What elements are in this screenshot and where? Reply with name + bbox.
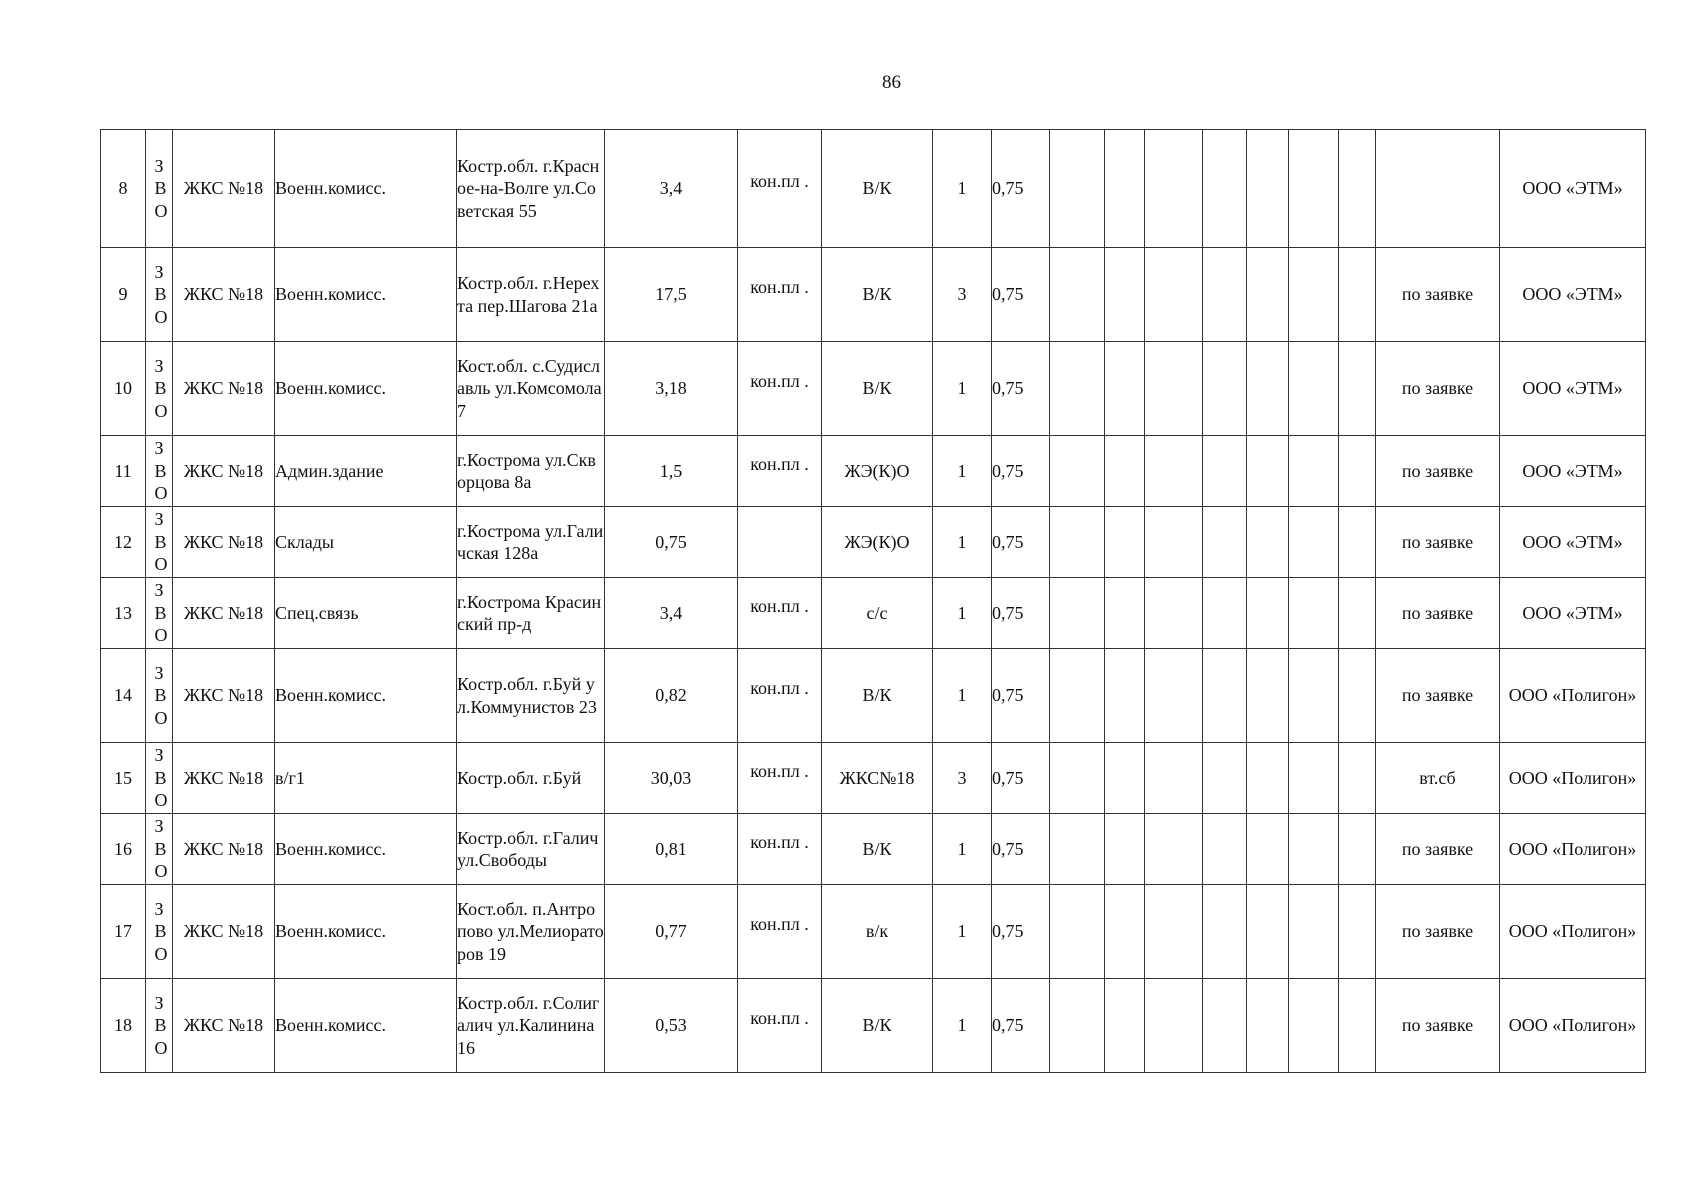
note-cell: по заявке [1376,248,1500,342]
owner-cell: с/с [822,578,933,649]
address-cell: Костр.обл. г.Галич ул.Свободы [457,814,605,885]
organization-cell: ЖКС №18 [173,342,275,436]
object-cell: Склады [275,507,457,578]
empty-cell [1145,130,1203,248]
object-cell: Военн.комисс. [275,885,457,979]
empty-cell [1247,578,1289,649]
empty-cell [1203,130,1247,248]
empty-cell [1289,979,1339,1073]
object-cell: Военн.комисс. [275,342,457,436]
row-number-cell: 9 [101,248,146,342]
note-cell: по заявке [1376,979,1500,1073]
container-type: кон.пл . [750,760,809,781]
region-letters: ЗВО [154,438,168,504]
container-type: кон.пл . [750,453,809,474]
container-type-cell [738,248,822,342]
row-number-cell: 14 [101,649,146,743]
value-cell: 0,75 [605,507,738,578]
empty-cell [1105,649,1145,743]
region-letters-cell [146,885,173,979]
empty-cell [1050,248,1105,342]
owner-cell: В/К [822,814,933,885]
empty-cell [1203,885,1247,979]
address-cell: г.Кострома Красинский пр-д [457,578,605,649]
value-cell: 3,18 [605,342,738,436]
empty-cell [1339,436,1376,507]
region-letters: ЗВО [154,261,168,327]
value-cell: 3,4 [605,578,738,649]
region-letters-cell [146,436,173,507]
empty-cell [1247,814,1289,885]
empty-cell [1289,649,1339,743]
empty-cell [1050,979,1105,1073]
container-type-cell [738,130,822,248]
organization-cell: ЖКС №18 [173,507,275,578]
company-cell: ООО «Полигон» [1500,814,1646,885]
address-cell: Костр.обл. г.Солигалич ул.Калинина 16 [457,979,605,1073]
empty-cell [1339,578,1376,649]
empty-cell [1289,342,1339,436]
company-cell: ООО «ЭТМ» [1500,130,1646,248]
empty-cell [1289,885,1339,979]
table-row [101,979,1646,1073]
empty-cell [1105,578,1145,649]
empty-cell [1339,130,1376,248]
organization-cell: ЖКС №18 [173,130,275,248]
empty-cell [1203,436,1247,507]
value-cell: 30,03 [605,743,738,814]
note-cell: по заявке [1376,814,1500,885]
coefficient-cell: 0,75 [992,979,1050,1073]
company-cell: ООО «ЭТМ» [1500,342,1646,436]
region-letters-cell [146,979,173,1073]
container-type-cell [738,342,822,436]
empty-cell [1050,814,1105,885]
row-number-cell: 15 [101,743,146,814]
value-cell: 3,4 [605,130,738,248]
table-row [101,436,1646,507]
region-letters-cell [146,507,173,578]
count-cell: 1 [933,436,992,507]
object-cell: Военн.комисс. [275,130,457,248]
organization-cell: ЖКС №18 [173,248,275,342]
company-cell: ООО «ЭТМ» [1500,578,1646,649]
container-type: кон.пл . [750,914,809,935]
empty-cell [1289,814,1339,885]
note-cell: по заявке [1376,578,1500,649]
empty-cell [1339,342,1376,436]
empty-cell [1203,248,1247,342]
empty-cell [1050,743,1105,814]
coefficient-cell: 0,75 [992,885,1050,979]
organization-cell: ЖКС №18 [173,743,275,814]
empty-cell [1203,507,1247,578]
empty-cell [1105,743,1145,814]
empty-cell [1247,885,1289,979]
container-type: кон.пл . [750,1008,809,1029]
coefficient-cell: 0,75 [992,130,1050,248]
empty-cell [1050,507,1105,578]
object-cell: Военн.комисс. [275,248,457,342]
container-type-cell [738,578,822,649]
empty-cell [1105,248,1145,342]
owner-cell: В/К [822,342,933,436]
count-cell: 1 [933,578,992,649]
empty-cell [1105,342,1145,436]
row-number-cell: 8 [101,130,146,248]
empty-cell [1145,507,1203,578]
value-cell: 17,5 [605,248,738,342]
container-type-cell [738,814,822,885]
empty-cell [1145,885,1203,979]
table-body [101,130,1646,1073]
count-cell: 1 [933,342,992,436]
value-cell: 0,81 [605,814,738,885]
count-cell: 1 [933,507,992,578]
empty-cell [1145,649,1203,743]
row-number-cell: 11 [101,436,146,507]
coefficient-cell: 0,75 [992,814,1050,885]
note-cell: по заявке [1376,342,1500,436]
empty-cell [1105,507,1145,578]
empty-cell [1145,248,1203,342]
company-cell: ООО «Полигон» [1500,979,1646,1073]
empty-cell [1145,979,1203,1073]
empty-cell [1289,578,1339,649]
address-cell: Костр.обл. г.Красное-на-Волге ул.Советская 55 [457,130,605,248]
company-cell: ООО «ЭТМ» [1500,436,1646,507]
empty-cell [1339,814,1376,885]
coefficient-cell: 0,75 [992,248,1050,342]
empty-cell [1145,436,1203,507]
empty-cell [1050,578,1105,649]
count-cell: 1 [933,979,992,1073]
note-cell: по заявке [1376,436,1500,507]
region-letters: ЗВО [154,816,168,882]
empty-cell [1289,436,1339,507]
container-type-cell [738,743,822,814]
empty-cell [1203,342,1247,436]
company-cell: ООО «Полигон» [1500,743,1646,814]
empty-cell [1339,507,1376,578]
organization-cell: ЖКС №18 [173,979,275,1073]
count-cell: 1 [933,814,992,885]
region-letters: ЗВО [154,509,168,575]
count-cell: 3 [933,743,992,814]
coefficient-cell: 0,75 [992,342,1050,436]
empty-cell [1289,130,1339,248]
empty-cell [1105,436,1145,507]
owner-cell: ЖЭ(К)О [822,507,933,578]
empty-cell [1145,578,1203,649]
registry-table [100,129,1646,1073]
empty-cell [1145,814,1203,885]
organization-cell: ЖКС №18 [173,436,275,507]
region-letters-cell [146,649,173,743]
empty-cell [1247,130,1289,248]
empty-cell [1203,743,1247,814]
empty-cell [1105,814,1145,885]
owner-cell: В/К [822,979,933,1073]
address-cell: Кост.обл. с.Судиславль ул.Комсомола 7 [457,342,605,436]
organization-cell: ЖКС №18 [173,814,275,885]
row-number-cell: 12 [101,507,146,578]
table-row [101,248,1646,342]
container-type: кон.пл . [750,277,809,298]
empty-cell [1247,979,1289,1073]
empty-cell [1050,130,1105,248]
table-row [101,814,1646,885]
object-cell: Спец.связь [275,578,457,649]
coefficient-cell: 0,75 [992,743,1050,814]
container-type: кон.пл . [750,371,809,392]
row-number-cell: 17 [101,885,146,979]
object-cell: Админ.здание [275,436,457,507]
owner-cell: В/К [822,130,933,248]
region-letters: ЗВО [154,580,168,646]
row-number-cell: 10 [101,342,146,436]
region-letters: ЗВО [154,745,168,811]
note-cell: вт.сб [1376,743,1500,814]
row-number-cell: 16 [101,814,146,885]
empty-cell [1050,342,1105,436]
organization-cell: ЖКС №18 [173,649,275,743]
container-type-cell [738,649,822,743]
coefficient-cell: 0,75 [992,507,1050,578]
row-number-cell: 18 [101,979,146,1073]
coefficient-cell: 0,75 [992,649,1050,743]
empty-cell [1289,507,1339,578]
region-letters-cell [146,342,173,436]
container-type: кон.пл . [750,171,809,192]
address-cell: г.Кострома ул.Скворцова 8а [457,436,605,507]
empty-cell [1203,814,1247,885]
empty-cell [1050,649,1105,743]
container-type-cell [738,979,822,1073]
empty-cell [1339,649,1376,743]
table-row [101,578,1646,649]
empty-cell [1105,130,1145,248]
object-cell: Военн.комисс. [275,814,457,885]
object-cell: Военн.комисс. [275,649,457,743]
empty-cell [1289,743,1339,814]
owner-cell: ЖЭ(К)О [822,436,933,507]
row-number-cell: 13 [101,578,146,649]
count-cell: 1 [933,885,992,979]
container-type: кон.пл . [750,595,809,616]
region-letters-cell [146,743,173,814]
container-type: кон.пл . [750,831,809,852]
table-row [101,507,1646,578]
address-cell: Кост.обл. п.Антропово ул.Мелиораторов 19 [457,885,605,979]
note-cell [1376,130,1500,248]
region-letters: ЗВО [154,355,168,421]
empty-cell [1339,743,1376,814]
value-cell: 0,77 [605,885,738,979]
table-row [101,130,1646,248]
organization-cell: ЖКС №18 [173,578,275,649]
address-cell: Костр.обл. г.Буй ул.Коммунистов 23 [457,649,605,743]
empty-cell [1203,578,1247,649]
empty-cell [1339,885,1376,979]
company-cell: ООО «ЭТМ» [1500,248,1646,342]
empty-cell [1247,507,1289,578]
table-row [101,649,1646,743]
count-cell: 1 [933,130,992,248]
empty-cell [1105,885,1145,979]
count-cell: 3 [933,248,992,342]
owner-cell: В/К [822,649,933,743]
organization-cell: ЖКС №18 [173,885,275,979]
region-letters-cell [146,578,173,649]
region-letters: ЗВО [154,898,168,964]
address-cell: Костр.обл. г.Буй [457,743,605,814]
object-cell: в/г1 [275,743,457,814]
note-cell: по заявке [1376,649,1500,743]
value-cell: 0,82 [605,649,738,743]
empty-cell [1050,436,1105,507]
address-cell: г.Кострома ул.Галичская 128а [457,507,605,578]
region-letters: ЗВО [154,992,168,1058]
note-cell: по заявке [1376,885,1500,979]
empty-cell [1145,342,1203,436]
empty-cell [1339,979,1376,1073]
note-cell: по заявке [1376,507,1500,578]
container-type-cell [738,436,822,507]
address-cell: Костр.обл. г.Нерехта пер.Шагова 21а [457,248,605,342]
company-cell: ООО «Полигон» [1500,885,1646,979]
container-type: кон.пл . [750,678,809,699]
empty-cell [1145,743,1203,814]
region-letters: ЗВО [154,155,168,221]
value-cell: 1,5 [605,436,738,507]
coefficient-cell: 0,75 [992,436,1050,507]
region-letters-cell [146,248,173,342]
table-row [101,342,1646,436]
table-row [101,743,1646,814]
value-cell: 0,53 [605,979,738,1073]
empty-cell [1247,649,1289,743]
empty-cell [1203,979,1247,1073]
region-letters-cell [146,130,173,248]
empty-cell [1247,436,1289,507]
region-letters: ЗВО [154,662,168,728]
page-number: 86 [882,72,901,93]
object-cell: Военн.комисс. [275,979,457,1073]
owner-cell: в/к [822,885,933,979]
owner-cell: В/К [822,248,933,342]
empty-cell [1247,248,1289,342]
empty-cell [1339,248,1376,342]
owner-cell: ЖКС№18 [822,743,933,814]
coefficient-cell: 0,75 [992,578,1050,649]
company-cell: ООО «Полигон» [1500,649,1646,743]
empty-cell [1289,248,1339,342]
empty-cell [1247,743,1289,814]
empty-cell [1247,342,1289,436]
table-row [101,885,1646,979]
company-cell: ООО «ЭТМ» [1500,507,1646,578]
count-cell: 1 [933,649,992,743]
region-letters-cell [146,814,173,885]
empty-cell [1050,885,1105,979]
empty-cell [1105,979,1145,1073]
container-type-cell [738,885,822,979]
empty-cell [1203,649,1247,743]
container-type-cell [738,507,822,578]
